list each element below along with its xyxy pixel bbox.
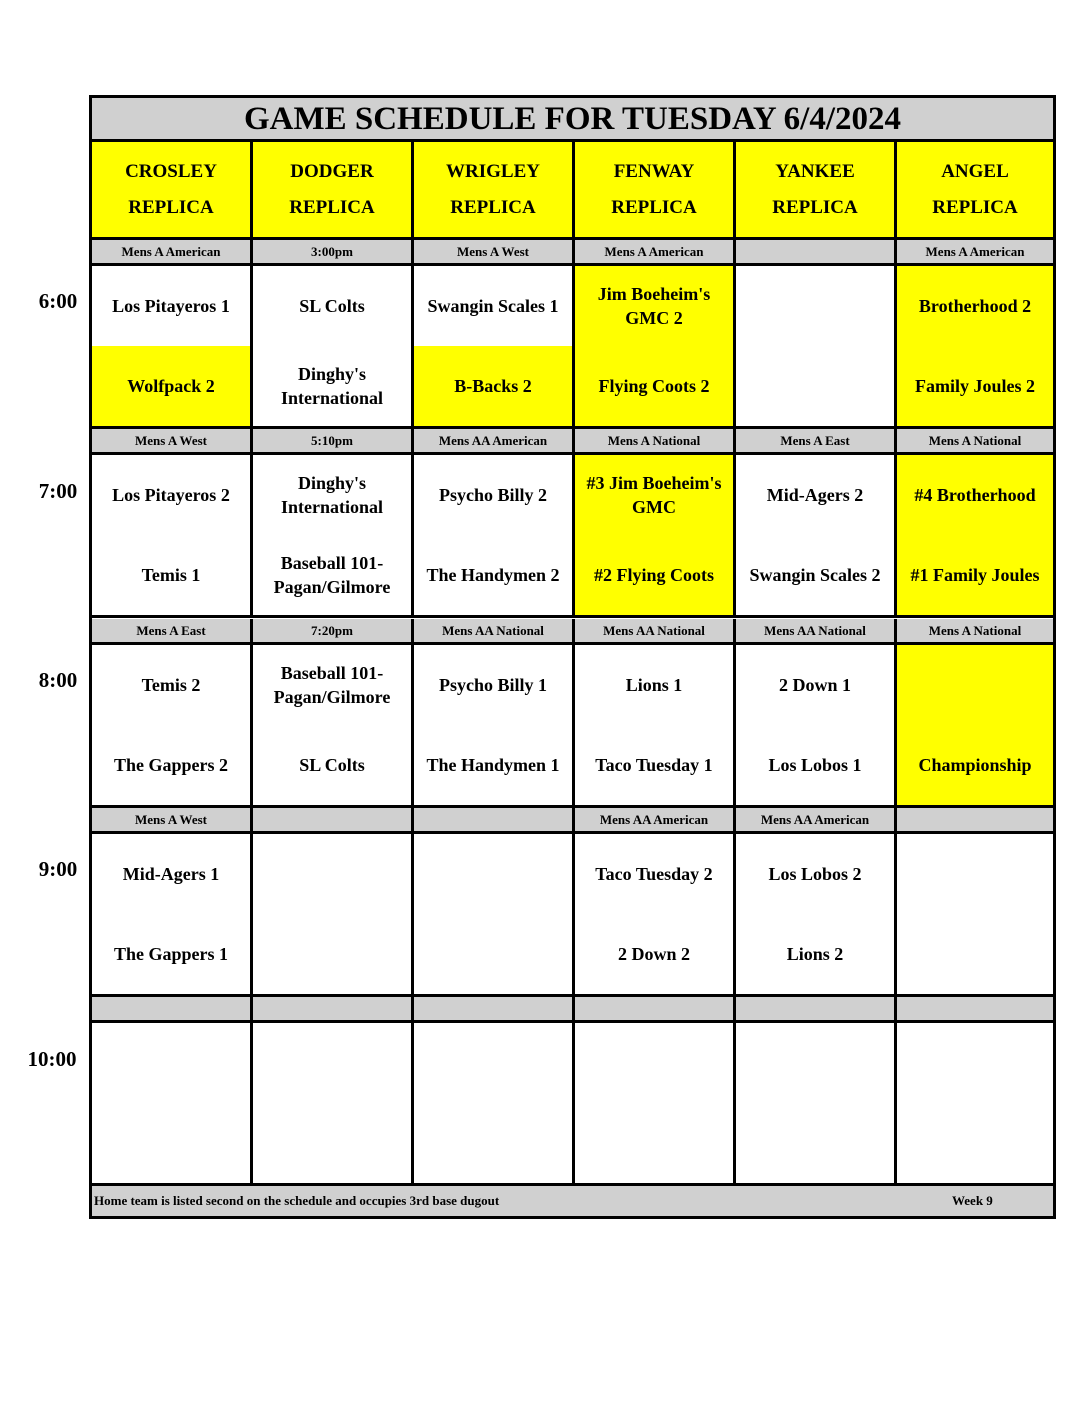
- division-label: Mens AA American: [414, 429, 575, 455]
- away-team: Lions 1: [625, 675, 683, 695]
- game-slot: [736, 834, 897, 997]
- field-header-yankee: [736, 142, 897, 240]
- game-slot: [736, 266, 897, 429]
- away-team: [253, 1023, 411, 1103]
- field-name: WRIGLEY: [446, 160, 540, 182]
- division-label: Mens A American: [575, 240, 736, 266]
- division-label: Mens AA National: [736, 619, 897, 645]
- division-label: Mens AA National: [575, 619, 736, 645]
- division-label: 3:00pm: [253, 240, 414, 266]
- game-slot: [253, 266, 414, 429]
- away-team: [575, 1023, 733, 1103]
- away-team: [897, 834, 1053, 914]
- time-label: 10:00: [27, 1047, 77, 1071]
- division-label: 5:10pm: [253, 429, 414, 455]
- division-label: Mens AA American: [736, 808, 897, 834]
- home-team: [414, 1103, 572, 1183]
- division-label: Mens A National: [897, 619, 1053, 645]
- away-team: Psycho Billy 2: [438, 485, 547, 505]
- away-team: Taco Tuesday 2: [595, 864, 713, 884]
- game-slot: [92, 455, 253, 618]
- away-team: Los Pitayeros 2: [112, 485, 230, 505]
- division-label: [414, 997, 575, 1023]
- home-team: Los Lobos 1: [768, 755, 862, 775]
- division-label: Mens A American: [92, 240, 253, 266]
- away-team: Temis 2: [141, 675, 201, 695]
- schedule-table: [89, 95, 1056, 1219]
- home-team: Wolfpack 2: [92, 346, 250, 426]
- away-team: Los Lobos 2: [768, 864, 862, 884]
- home-team: Lions 2: [786, 944, 844, 964]
- home-team: [897, 1103, 1053, 1183]
- game-slot: [253, 455, 414, 618]
- away-team: Baseball 101-Pagan/Gilmore: [273, 663, 391, 707]
- home-team: [897, 914, 1053, 994]
- game-slot: [897, 266, 1053, 429]
- field-name: DODGER: [290, 160, 374, 182]
- division-label: Mens A National: [897, 429, 1053, 455]
- away-team: #4 Brotherhood: [897, 455, 1053, 535]
- game-slot: [414, 1023, 575, 1186]
- game-slot: [575, 455, 736, 618]
- time-label: 6:00: [38, 289, 78, 313]
- division-label: Mens A West: [92, 429, 253, 455]
- home-team: [253, 914, 411, 994]
- away-team: Los Pitayeros 1: [112, 296, 230, 316]
- division-label: [253, 997, 414, 1023]
- home-team: Championship: [897, 725, 1053, 805]
- game-slot: [736, 455, 897, 618]
- home-team: Dinghy's International: [280, 364, 383, 408]
- footer-note: Home team is listed second on the schedule and occupies 3rd base dugout: [94, 1193, 500, 1208]
- game-slot: [253, 1023, 414, 1186]
- time-label: 9:00: [38, 857, 78, 881]
- field-subtitle: REPLICA: [611, 196, 697, 218]
- home-team: The Gappers 1: [113, 944, 228, 964]
- home-team: #2 Flying Coots: [575, 535, 733, 615]
- away-team: Mid-Agers 1: [122, 864, 220, 884]
- game-slot: [414, 834, 575, 997]
- away-team: [414, 834, 572, 914]
- home-team: [253, 1103, 411, 1183]
- home-team: [736, 346, 894, 426]
- division-label: Mens A West: [414, 240, 575, 266]
- home-team: Swangin Scales 2: [749, 565, 881, 585]
- field-name: ANGEL: [941, 160, 1009, 182]
- game-slot: [414, 455, 575, 618]
- page-title: GAME SCHEDULE FOR TUESDAY 6/4/2024: [92, 98, 1053, 142]
- home-team: Temis 1: [141, 565, 201, 585]
- away-team: Dinghy's International: [280, 473, 383, 517]
- game-slot: [92, 1023, 253, 1186]
- away-team: [736, 266, 894, 346]
- field-header-wrigley: [414, 142, 575, 240]
- away-team: [92, 1023, 250, 1103]
- home-team: Taco Tuesday 1: [595, 755, 713, 775]
- away-team: #3 Jim Boeheim's GMC: [575, 455, 733, 535]
- game-slot: [253, 645, 414, 808]
- game-slot: [897, 1023, 1053, 1186]
- home-team: Baseball 101-Pagan/Gilmore: [273, 553, 391, 597]
- away-team: Psycho Billy 1: [438, 675, 547, 695]
- away-team: [253, 834, 411, 914]
- home-team: The Handymen 1: [426, 755, 560, 775]
- home-team: Family Joules 2: [897, 346, 1053, 426]
- field-header-angel: [897, 142, 1053, 240]
- game-slot: [897, 455, 1053, 618]
- home-team: [92, 1103, 250, 1183]
- away-team: [897, 645, 1053, 725]
- away-team: Jim Boeheim's GMC 2: [575, 266, 733, 346]
- division-label: [92, 997, 253, 1023]
- game-slot: [92, 266, 253, 429]
- division-label: Mens A West: [92, 808, 253, 834]
- field-header-dodger: [253, 142, 414, 240]
- game-slot: [897, 645, 1053, 808]
- division-label: Mens A East: [736, 429, 897, 455]
- game-slot: [92, 834, 253, 997]
- time-label: 7:00: [38, 479, 78, 503]
- away-team: Brotherhood 2: [897, 266, 1053, 346]
- division-label: Mens AA National: [414, 619, 575, 645]
- division-label: [414, 808, 575, 834]
- division-label: [736, 240, 897, 266]
- field-name: FENWAY: [613, 160, 695, 182]
- division-label: Mens A National: [575, 429, 736, 455]
- division-label: [897, 997, 1053, 1023]
- away-team: [414, 1023, 572, 1103]
- footer-bar: [92, 1186, 1053, 1216]
- home-team: The Gappers 2: [113, 755, 228, 775]
- game-slot: [92, 645, 253, 808]
- game-slot: [414, 266, 575, 429]
- home-team: SL Colts: [299, 755, 365, 775]
- away-team: Mid-Agers 2: [766, 485, 864, 505]
- division-label: [253, 808, 414, 834]
- away-team: [897, 1023, 1053, 1103]
- field-name: YANKEE: [775, 160, 855, 182]
- field-name: CROSLEY: [125, 160, 217, 182]
- field-subtitle: REPLICA: [932, 196, 1018, 218]
- division-label: Mens A East: [92, 619, 253, 645]
- home-team: #1 Family Joules: [897, 535, 1053, 615]
- home-team: [414, 914, 572, 994]
- away-team: [736, 1023, 894, 1103]
- division-label: [897, 808, 1053, 834]
- game-slot: [575, 645, 736, 808]
- game-slot: [414, 645, 575, 808]
- home-team: [575, 1103, 733, 1183]
- field-subtitle: REPLICA: [772, 196, 858, 218]
- game-slot: [897, 834, 1053, 997]
- home-team: [736, 1103, 894, 1183]
- field-header-fenway: [575, 142, 736, 240]
- game-slot: [736, 1023, 897, 1186]
- field-subtitle: REPLICA: [450, 196, 536, 218]
- game-slot: [575, 834, 736, 997]
- game-slot: [575, 266, 736, 429]
- division-label: 7:20pm: [253, 619, 414, 645]
- game-slot: [736, 645, 897, 808]
- away-team: SL Colts: [299, 296, 365, 316]
- game-slot: [575, 1023, 736, 1186]
- home-team: The Handymen 2: [426, 565, 560, 585]
- game-slot: [253, 834, 414, 997]
- field-header-crosley: [92, 142, 253, 240]
- away-team: 2 Down 1: [778, 675, 851, 695]
- away-team: Swangin Scales 1: [427, 296, 559, 316]
- division-label: Mens AA American: [575, 808, 736, 834]
- week-label: Week 9: [952, 1193, 993, 1208]
- time-label: 8:00: [38, 668, 78, 692]
- home-team: Flying Coots 2: [575, 346, 733, 426]
- division-label: [575, 997, 736, 1023]
- home-team: 2 Down 2: [617, 944, 690, 964]
- division-label: Mens A American: [897, 240, 1053, 266]
- field-subtitle: REPLICA: [128, 196, 214, 218]
- division-label: [736, 997, 897, 1023]
- field-subtitle: REPLICA: [289, 196, 375, 218]
- home-team: B-Backs 2: [414, 346, 572, 426]
